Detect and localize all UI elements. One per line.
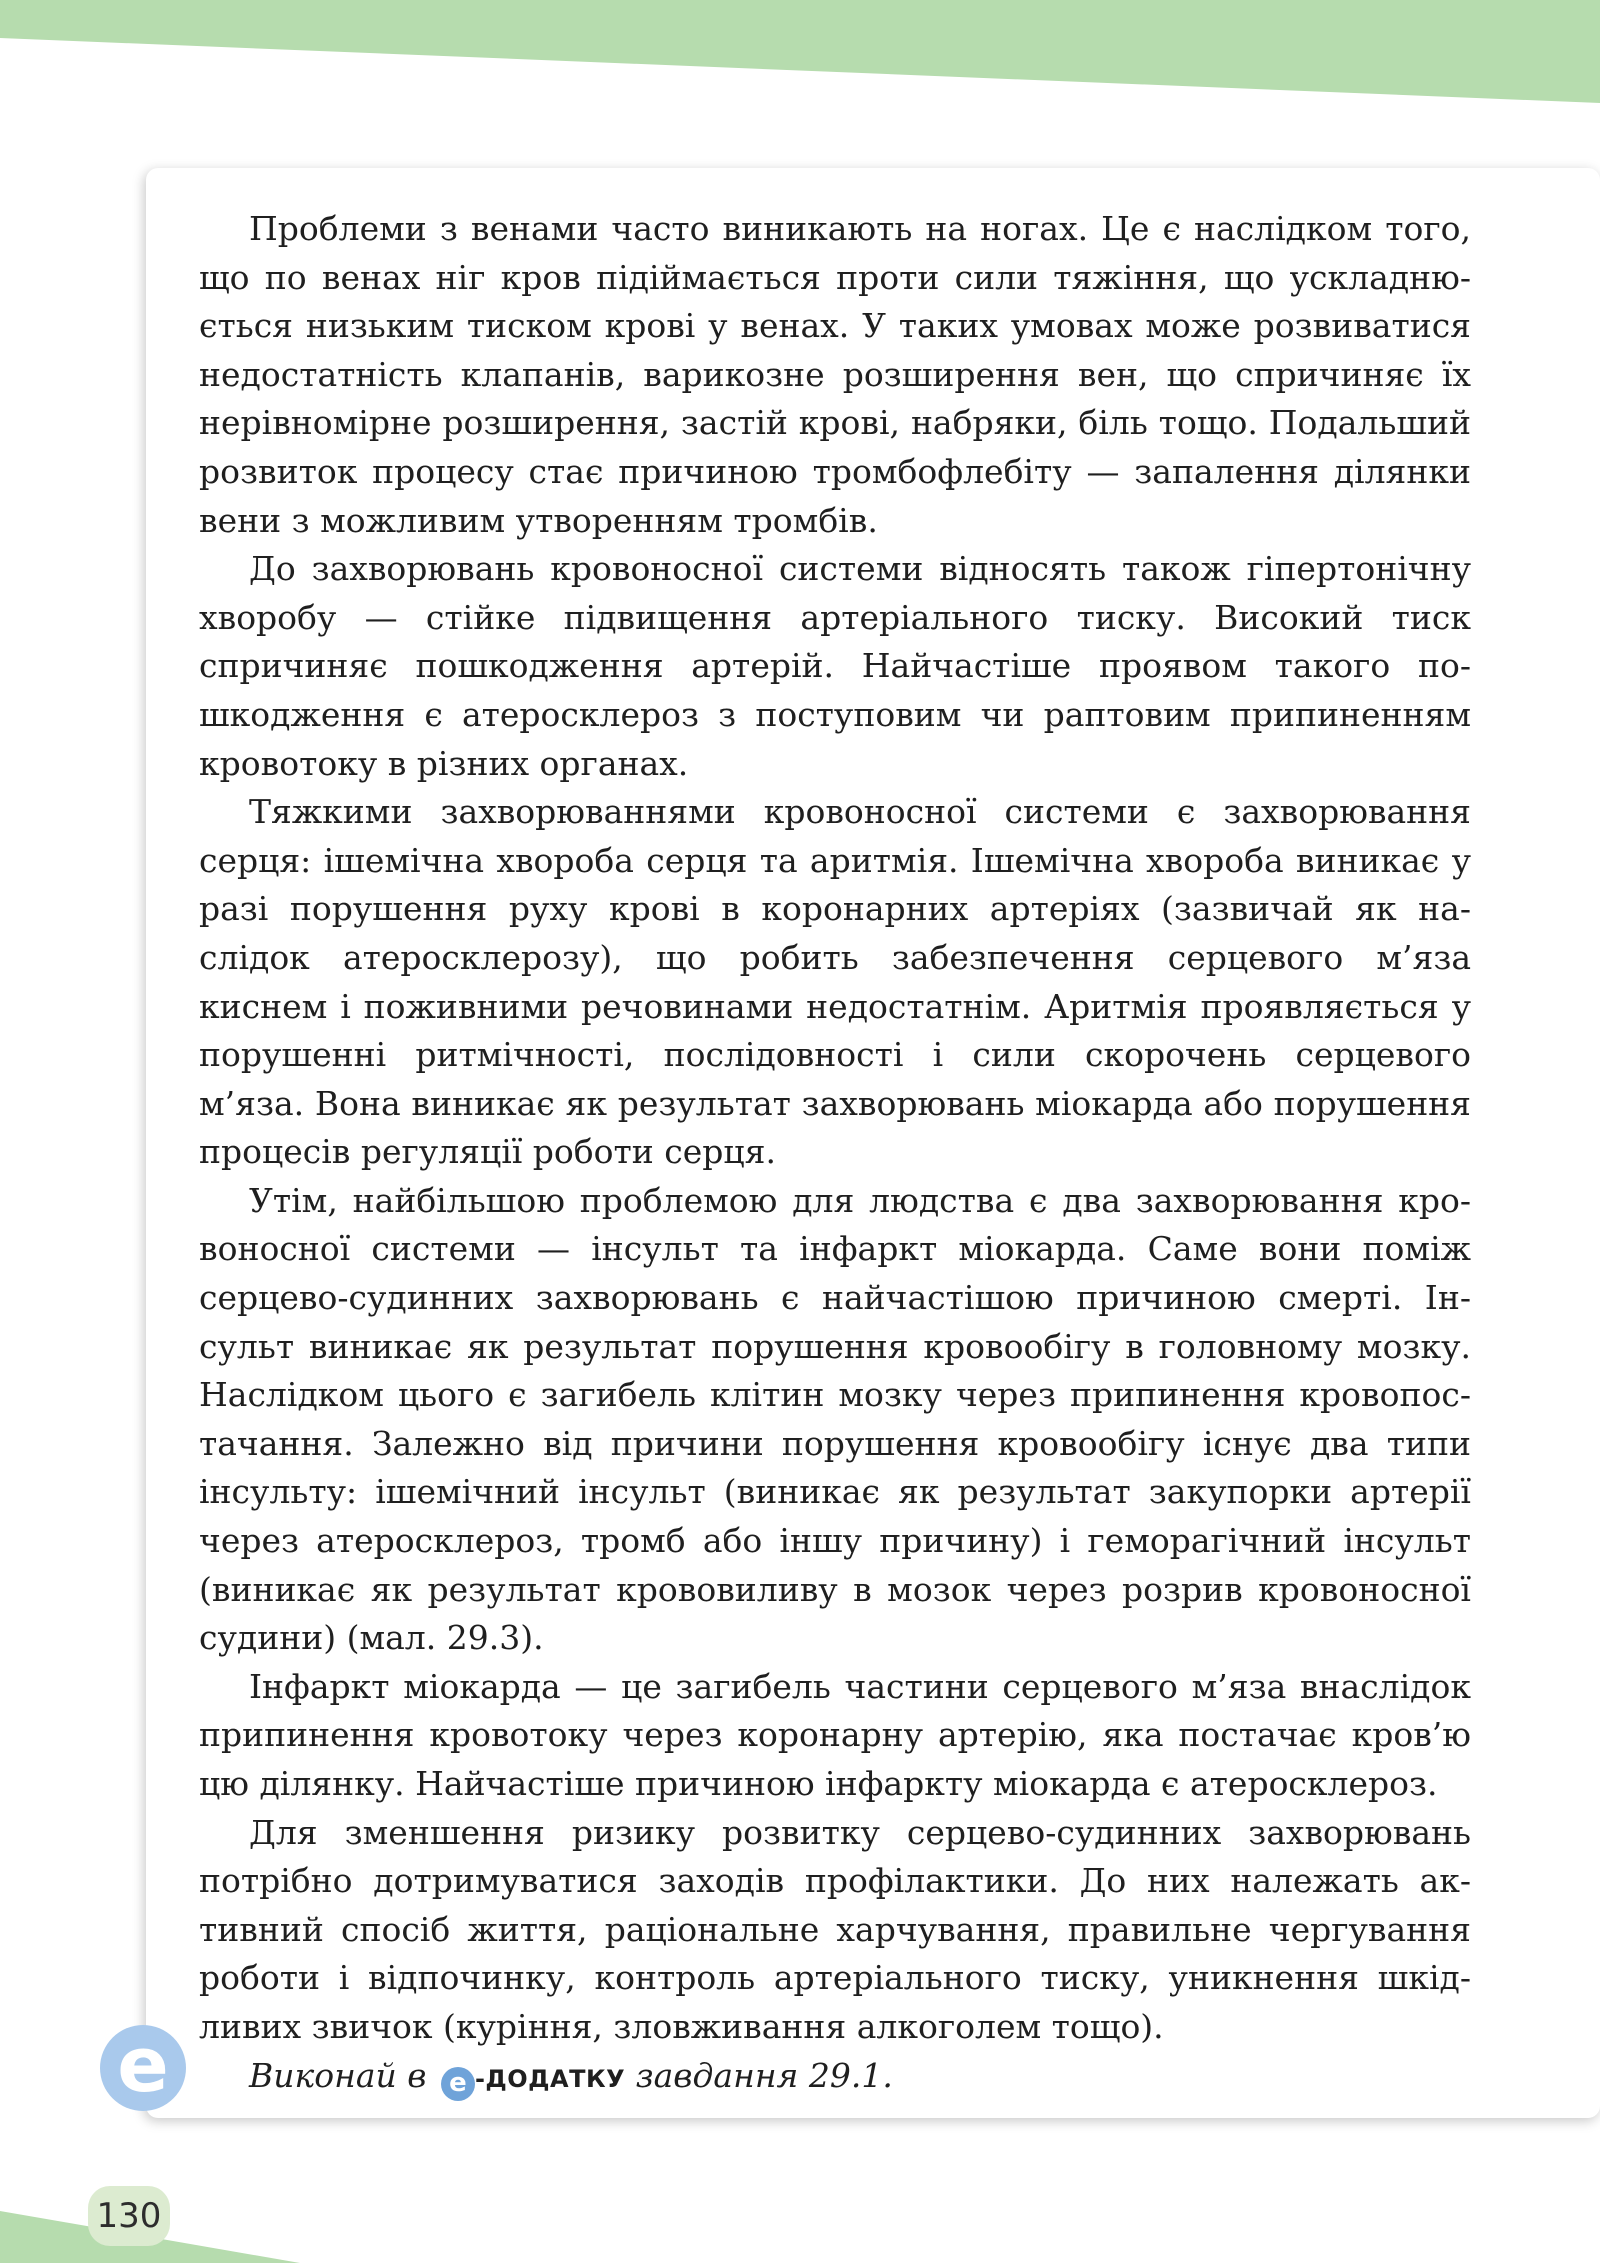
bottom-green-band — [0, 2203, 1600, 2263]
task-instruction — [199, 2052, 1471, 2104]
paragraph-prevention: Для зменшення ризику розвитку серцево-судинних захворювань потрібно дотримуватися заходів профілактики. До них належать активний спосіб життя, раціональне харчування, правильне чергування роботи і відпочинку, контроль артеріального тиску, уникнення шкідливих звичок (куріння, зловживання алкоголем тощо). — [199, 1812, 1471, 2046]
top-green-band-shape — [0, 0, 1600, 103]
e-addon-icon[interactable]: е — [441, 2067, 475, 2101]
task-addon-label: -ДОДАТКУ — [474, 2064, 626, 2093]
body-text — [199, 205, 1471, 2103]
paragraph-stroke: Утім, найбільшою проблемою для людства є два захворювання кровоносної системи — інсульт та інфаркт міокарда. Саме вони поміж серцево-судинних захворювань є найчастішою причиною смерті. Інсульт виникає як результат порушення кровообігу в головному мозку. Наслідком цього є загибель клітин мозку через припинення кровопостачання. Залежно від причини порушення кровообігу існує два типи інсульту: ішемічний інсульт (виникає як результат закупорки артерії через атеросклероз, тромб або іншу причину) і геморагічний інсульт (виникає як результат крововиливу в мозок через розрив кровоносної судини) (мал. 29.3). — [199, 1180, 1471, 1658]
paragraph-heart-diseases: Тяжкими захворюваннями кровоносної системи є захворювання серця: ішемічна хвороба серця та аритмія. Ішемічна хвороба виникає у разі порушення руху крові в коронарних артеріях (зазвичай як наслідок атеросклерозу), що робить забезпечення серцевого м’яза киснем і поживними речовинами недостатнім. Аритмія проявляється у порушенні ритмічності, послідовності і сили скорочень серцевого м’яза. Вона виникає як результат захворювань міокарда або порушення процесів регуляції роботи серця. — [199, 792, 1471, 1172]
paragraph-infarction: Інфаркт міокарда — це загибель частини серцевого м’яза внаслідок припинення кровотоку через коронарну артерію, яка постачає кров’ю цю ділянку. Найчастіше причиною інфаркту міокарда є атеросклероз. — [199, 1666, 1471, 1803]
page-number: 130 — [88, 2186, 170, 2246]
task-suffix: завдання 29.1. — [625, 2055, 893, 2095]
paragraph-hypertension: До захворювань кровоносної системи відносять також гіпертонічну хворобу — стійке підвищення артеріального тиску. Високий тиск спричиняє пошкодження артерій. Найчастіше проявом такого пошкодження є атеросклероз з поступовим чи раптовим припиненням кровотоку в різних органах. — [199, 549, 1471, 783]
paragraph-vein-problems: Проблеми з венами часто виникають на ногах. Це є наслідком того, що по венах ніг кров підіймається проти сили тяжіння, що ускладнюється низьким тиском крові у венах. У таких умовах може розвиватися недостатність клапанів, варикозне розширення вен, що спричиняє їх нерівномірне розширення, застій крові, набряки, біль тощо. Подальший розвиток процесу стає причиною тромбофлебіту — запалення ділянки вени з можливим утворенням тромбів. — [199, 209, 1471, 540]
task-prefix: Виконай в — [249, 2055, 437, 2095]
e-resource-badge-icon[interactable]: е — [100, 2025, 186, 2111]
top-green-band — [0, 0, 1600, 110]
